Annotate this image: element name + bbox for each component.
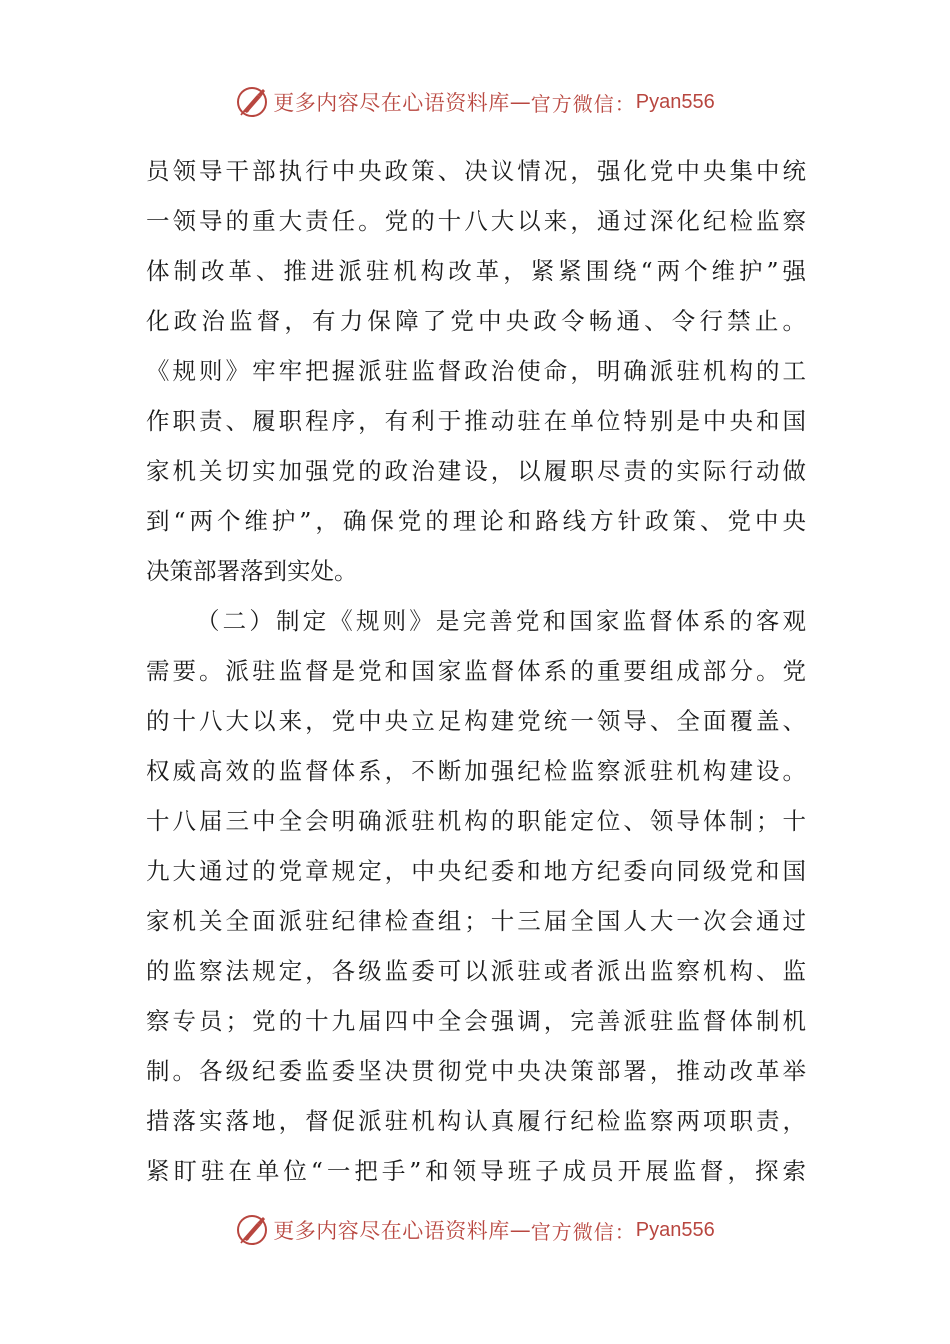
paragraph-start-line: （二）制定《规则》是完善党和国家监督体系的客观 — [196, 607, 806, 635]
footer-banner — [0, 1210, 950, 1250]
text-line: 决策部署落到实处。 — [146, 557, 358, 585]
text-line: 员领导干部执行中央政策、决议情况，强化党中央集中统 — [146, 157, 806, 185]
text-line: 到“两个维护”，确保党的理论和路线方针政策、党中央 — [146, 507, 806, 535]
text-line: 的十八大以来，党中央立足构建党统一领导、全面覆盖、 — [146, 707, 806, 735]
text-line: 权威高效的监督体系，不断加强纪检监察派驻机构建设。 — [146, 757, 806, 785]
text-line: 察专员；党的十九届四中全会强调，完善派驻监督体制机 — [146, 1007, 806, 1035]
text-line: 化政治监督，有力保障了党中央政令畅通、令行禁止。 — [146, 307, 806, 335]
pen-nib-logo-icon — [235, 1213, 269, 1247]
text-line: 紧盯驻在单位“一把手”和领导班子成员开展监督，探索 — [146, 1157, 806, 1185]
header-banner — [0, 82, 950, 122]
text-line: 制。各级纪委监委坚决贯彻党中央决策部署，推动改革举 — [146, 1057, 806, 1085]
text-line: 《规则》牢牢把握派驻监督政治使命，明确派驻机构的工 — [146, 357, 806, 385]
text-line: 需要。派驻监督是党和国家监督体系的重要组成部分。党 — [146, 657, 806, 685]
text-line: 体制改革、推进派驻机构改革，紧紧围绕“两个维护”强 — [146, 257, 806, 285]
wechat-id: Pyan556 — [635, 1218, 715, 1241]
text-line: 家机关全面派驻纪律检查组；十三届全国人大一次会通过 — [146, 907, 806, 935]
brand-text: 更多内容尽在心语资料库 — [273, 1219, 510, 1243]
text-line: 十八届三中全会明确派驻机构的职能定位、领导体制；十 — [146, 807, 806, 835]
separator-dash: — — [509, 90, 531, 114]
separator-dash: — — [509, 1218, 531, 1242]
text-line: 措落实落地，督促派驻机构认真履行纪检监察两项职责， — [146, 1107, 806, 1135]
text-line: 一领导的重大责任。党的十八大以来，通过深化纪检监察 — [146, 207, 806, 235]
brand-text: 更多内容尽在心语资料库 — [273, 91, 510, 115]
wechat-label: 官方微信： — [530, 1219, 636, 1244]
text-line: 作职责、履职程序，有利于推动驻在单位特别是中央和国 — [146, 407, 806, 435]
wechat-id: Pyan556 — [635, 90, 715, 113]
wechat-label: 官方微信： — [530, 91, 636, 116]
text-line: 的监察法规定，各级监委可以派驻或者派出监察机构、监 — [146, 957, 806, 985]
document-body — [146, 146, 806, 1196]
pen-nib-logo-icon — [235, 85, 269, 119]
text-line: 家机关切实加强党的政治建设，以履职尽责的实际行动做 — [146, 457, 806, 485]
text-line: 九大通过的党章规定，中央纪委和地方纪委向同级党和国 — [146, 857, 806, 885]
